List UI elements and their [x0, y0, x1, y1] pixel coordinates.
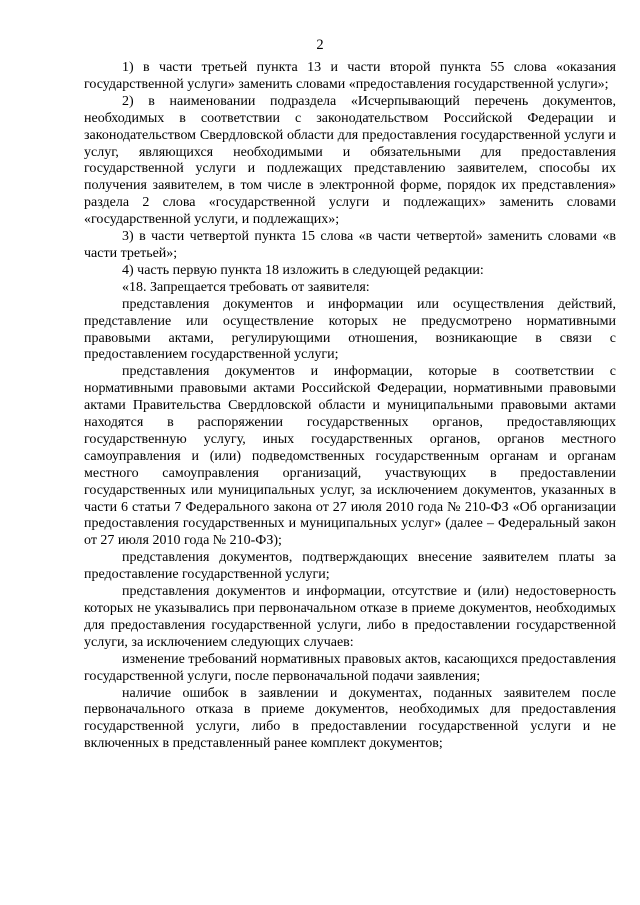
paragraph-prohibition-4: представления документов и информации, отсутствие и (или) недостоверность которых не указывались при первоначальном отказе в приеме документов, необходимых для предоставления государственной услуги, либо в предоставлении государственной услуги, за исключением следующих случаев: — [84, 584, 616, 650]
paragraph-item-2: 2) в наименовании подраздела «Исчерпывающий перечень документов, необходимых в соответствии с законодательством Российской Федерации и законодательством Свердловской области для предоставления государственной услуги и услуг, являющихся необходимыми и обязательными для предоставления государственной услуги и подлежащих представлению заявителем, способы их получения заявителем, в том числе в электронной форме, порядок их представления» раздела 2 слова «государственной услуги и подлежащих» заменить словами «государственной услуги, и подлежащих»; — [84, 93, 616, 228]
paragraph-point-18-heading: «18. Запрещается требовать от заявителя: — [122, 279, 370, 295]
paragraph-item-4: 4) часть первую пункта 18 изложить в следующей редакции: — [122, 262, 484, 278]
paragraph-prohibition-1: представления документов и информации или осуществления действий, представление или осуществление которых не предусмотрено нормативными правовыми актами, регулирующими отношения, возникающие в связи с предоставлением государственной услуги; — [84, 296, 616, 363]
paragraph-item-3: 3) в части четвертой пункта 15 слова «в части четвертой» заменить словами «в части третьей»; — [84, 229, 616, 261]
paragraph-prohibition-2: представления документов и информации, которые в соответствии с нормативными правовыми актами Российской Федерации, нормативными правовыми актами Правительства Свердловской области и муниципальными правовыми актами находятся в распоряжении государственных органов, предоставляющих государственную услугу, иных государственных органов, органов местного самоуправления и (или) подведомственных государственным органам и органам местного самоуправления организаций, участвующих в предоставлении государственных или муниципальных услуг, за исключением документов, указанных в части 6 статьи 7 Федерального закона от 27 июля 2010 года № 210-ФЗ «Об организации предоставления государственных и муниципальных услуг» (далее – Федеральный закон от 27 июля 2010 года № 210-ФЗ); — [84, 364, 616, 549]
page-number: 2 — [316, 37, 324, 53]
paragraph-item-1: 1) в части третьей пункта 13 и части второй пункта 55 слова «оказания государственной услуги» заменить словами «предоставления государственной услуги»; — [84, 60, 616, 92]
paragraph-exception-1: изменение требований нормативных правовых актов, касающихся предоставления государственной услуги, после первоначальной подачи заявления; — [84, 651, 616, 684]
document-body — [84, 60, 616, 753]
paragraph-prohibition-3: представления документов, подтверждающих внесение заявителем платы за предоставление государственной услуги; — [84, 550, 616, 583]
paragraph-exception-2: наличие ошибок в заявлении и документах, поданных заявителем после первоначального отказа в приеме документов, необходимых для предоставления государственной услуги, либо в предоставлении государственной услуги и не включенных в представленный ранее комплект документов; — [84, 685, 616, 752]
